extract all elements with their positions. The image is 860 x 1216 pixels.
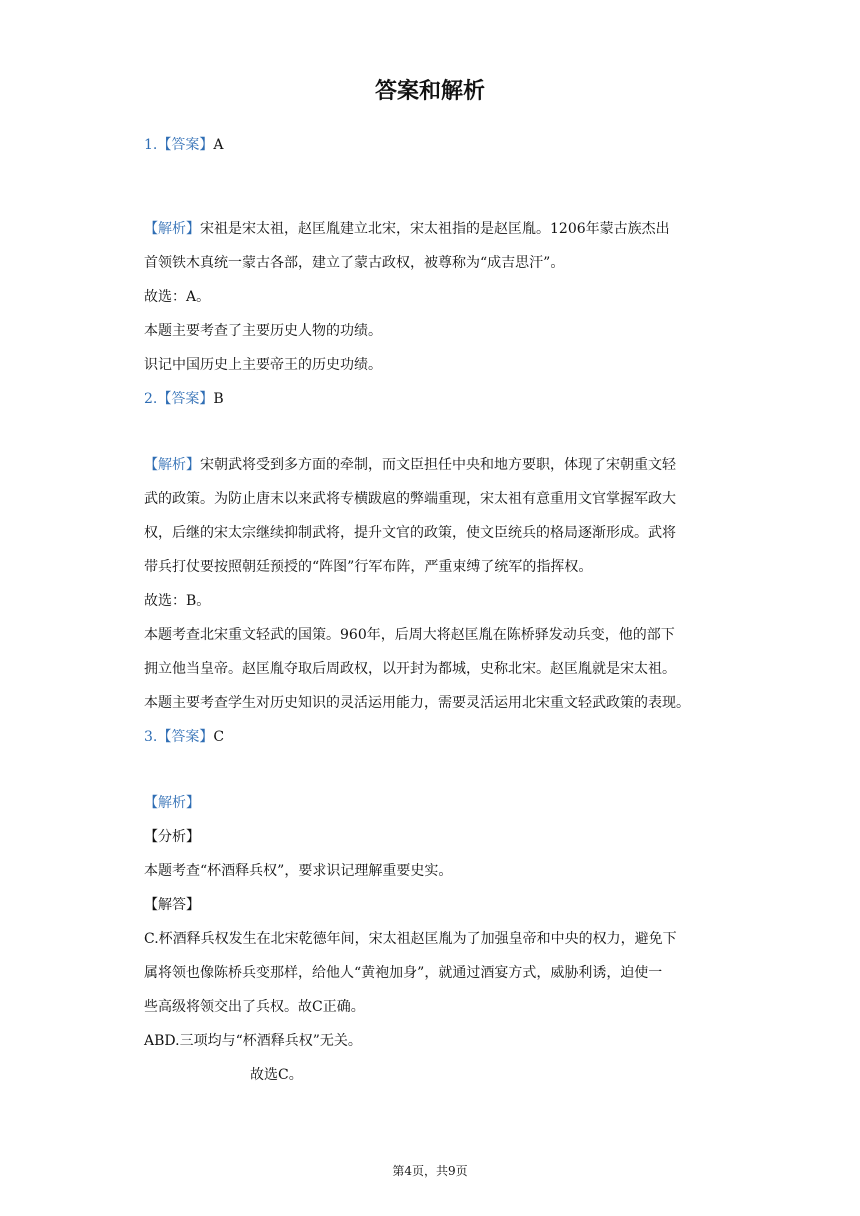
q1-text: 首领铁木真统一蒙古各部，建立了蒙古政权，被尊称为“成吉思汗”。 [144,255,565,271]
q1-analysis-line-1 [144,220,670,238]
q1-text: 识记中国历史上主要帝王的历史功绩。 [144,357,382,373]
q3-answer-line [144,728,224,746]
q3-text: 属将领也像陈桥兵变那样，给他人“黄袍加身”，就通过酒宴方式，威胁利诱，迫使一 [144,965,663,981]
q1-answer-tag: 【答案】 [157,137,214,153]
q1-answer: A [213,137,224,153]
page-title: 答案和解析 [374,79,485,104]
q2-text: 权，后继的宋太宗继续抑制武将，提升文官的政策，使文臣统兵的格局逐渐形成。武将 [144,525,676,541]
q3-fenxi-text: 本题考查“杯酒释兵权”，要求识记理解重要史实。 [144,863,453,879]
q3-answer: C [213,729,225,745]
q3-number: 3. [144,729,158,745]
q1-text: 故选：A。 [144,289,211,305]
q3-fenxi-tag: 【分析】 [144,829,200,845]
q3-answer-tag: 【答案】 [157,729,214,745]
q1-text: 宋祖是宋太祖，赵匡胤建立北宋，宋太祖指的是赵匡胤。1206年蒙古族杰出 [200,221,670,237]
q3-analysis-tag: 【解析】 [144,795,200,811]
q2-analysis-tag: 【解析】 [144,457,200,473]
q2-answer: B [213,391,224,407]
q1-analysis-tag: 【解析】 [144,221,200,237]
page-footer: 第4页，共9页 [392,1164,468,1178]
q2-number: 2. [144,391,158,407]
q3-text: 些高级将领交出了兵权。故C正确。 [144,999,365,1015]
q2-answer-tag: 【答案】 [157,391,214,407]
q3-text: 故选C。 [250,1067,303,1083]
q2-text: 宋朝武将受到多方面的牵制，而文臣担任中央和地方要职，体现了宋朝重文轻 [200,457,676,473]
q1-number: 1. [144,137,158,153]
q2-text: 本题主要考查学生对历史知识的灵活运用能力，需要灵活运用北宋重文轻武政策的表现。 [144,695,690,711]
q2-answer-line [144,390,224,408]
q2-text: 拥立他当皇帝。赵匡胤夺取后周政权，以开封为都城，史称北宋。赵匡胤就是宋太祖。 [144,661,676,677]
q1-answer-line [144,136,223,154]
q2-text: 故选：B。 [144,593,211,609]
q3-text: ABD.三项均与“杯酒释兵权”无关。 [144,1033,362,1049]
q3-text: C.杯酒释兵权发生在北宋乾德年间，宋太祖赵匡胤为了加强皇帝和中央的权力，避免下 [144,931,677,947]
q1-text: 本题主要考查了主要历史人物的功绩。 [144,323,382,339]
q2-text: 带兵打仗要按照朝廷预授的“阵图”行军布阵，严重束缚了统军的指挥权。 [144,559,593,575]
q2-analysis-line-1 [144,456,676,474]
q2-text: 本题考查北宋重文轻武的国策。960年，后周大将赵匡胤在陈桥驿发动兵变，他的部下 [144,627,675,643]
q3-jieda-tag: 【解答】 [144,897,200,913]
q2-text: 武的政策。为防止唐末以来武将专横跋扈的弊端重现，宋太祖有意重用文官掌握军政大 [144,491,676,507]
